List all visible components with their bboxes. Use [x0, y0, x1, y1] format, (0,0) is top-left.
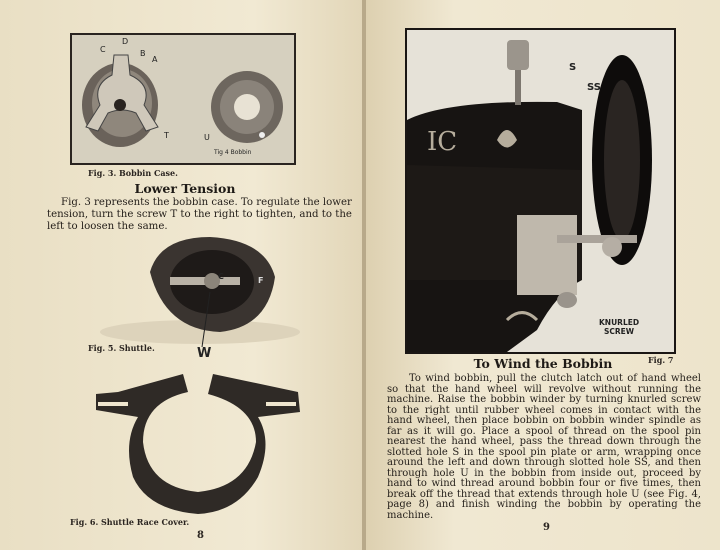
label-b: B — [140, 49, 146, 58]
text-line: far as it will go. Place a spool of thread on the spool pin — [387, 425, 701, 437]
label-screw: SCREW — [604, 327, 635, 336]
text-line: Fig. 3 represents the bobbin case. To regulate the lower — [61, 197, 352, 208]
text-line: hand to wind thread around bobbin four or five times, then — [387, 478, 701, 489]
sewing-machine-illustration — [407, 30, 675, 352]
page-number: 9 — [543, 522, 550, 533]
fig6-caption: Fig. 6. Shuttle Race Cover. — [70, 517, 190, 527]
fig7-sewing-machine-image — [405, 28, 676, 354]
label-c: C — [218, 272, 224, 281]
lower-tension-paragraph — [47, 197, 352, 232]
label-a: A — [152, 55, 158, 64]
text-line: To wind bobbin, pull the clutch latch out of hand wheel — [409, 373, 701, 384]
label-s: S — [569, 62, 577, 73]
label-knurled: KNURLED — [599, 318, 640, 327]
text-line: break off the thread that extends through hole U (see Fig. 4, — [387, 488, 701, 500]
text-line: machine. Raise the bobbin winder by turning knurled screw — [387, 394, 701, 405]
text-line: hand wheel, then place bobbin on bobbin winder spindle as — [387, 415, 701, 426]
label-c: C — [100, 45, 106, 54]
label-f: F — [258, 276, 264, 285]
text-line: machine. — [387, 509, 434, 521]
label-t: T — [164, 131, 169, 140]
text-line: tension, turn the screw T to the right to tighten, and to the — [47, 208, 352, 220]
text-line: so that the hand wheel will revolve without running the — [387, 383, 701, 395]
label-u: U — [204, 133, 210, 142]
fig7-caption: Fig. 7 — [648, 355, 674, 365]
label-w: W — [197, 346, 212, 361]
fig5-shuttle-image — [90, 232, 310, 352]
fig4-caption: Tig 4 Bobbin — [214, 149, 252, 156]
text-line: to the right until rubber wheel comes in contact with the — [387, 404, 701, 416]
svg-text:IC: IC — [427, 127, 458, 157]
fig6-shuttle-race-cover-image — [88, 362, 308, 518]
fig5-caption: Fig. 5. Shuttle. — [88, 343, 155, 353]
text-line: through hole U in the bobbin from inside out, proceed by — [387, 467, 701, 479]
text-line: nearest the hand wheel, pass the thread down through the — [387, 436, 701, 447]
text-line: left to loosen the same. — [47, 220, 168, 232]
text-line: page 8) and finish winding the bobbin by operating the — [387, 499, 701, 510]
right-page — [366, 0, 720, 550]
label-ss: SS — [587, 82, 601, 93]
label-d: D — [122, 37, 129, 46]
page-number: 8 — [197, 530, 204, 541]
heading-to-wind-the-bobbin: To Wind the Bobbin — [473, 356, 613, 371]
heading-lower-tension: Lower Tension — [134, 181, 236, 196]
to-wind-bobbin-paragraph — [387, 374, 701, 521]
bobbin-case-illustration — [72, 35, 294, 163]
text-line: around the left and down through slotted hole SS, and then — [387, 457, 701, 468]
text-line: slotted hole S in the spool pin plate or arm, wrapping once — [387, 446, 701, 458]
fig3-caption: Fig. 3. Bobbin Case. — [88, 168, 178, 178]
fig3-bobbin-case-image — [70, 33, 296, 165]
label-knurled-screw — [599, 318, 639, 336]
